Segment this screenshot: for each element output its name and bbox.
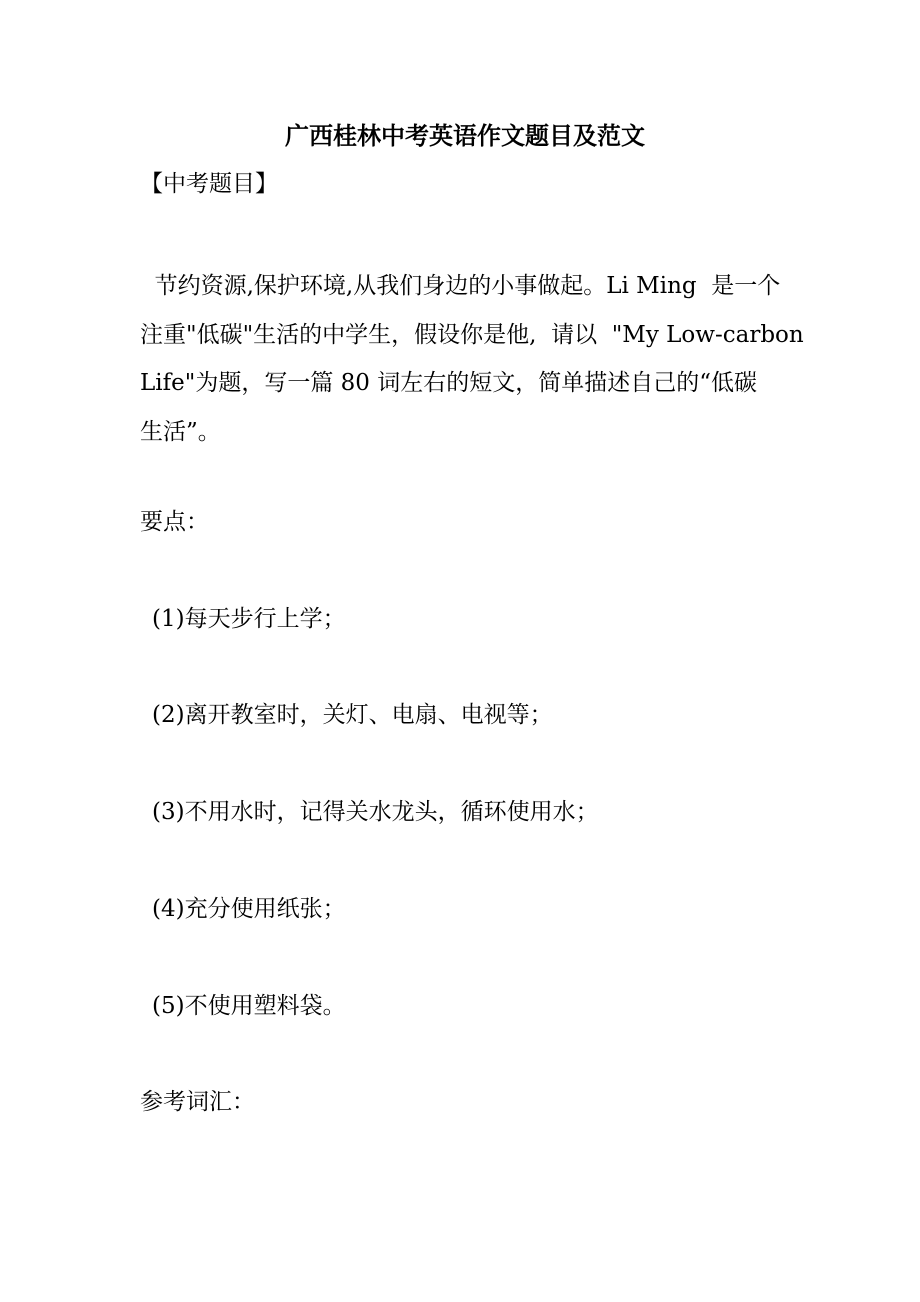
vocab-heading: 参考词汇： (140, 1089, 255, 1115)
document-title: 广西桂林中考英语作文题目及范文 (285, 121, 645, 150)
section-heading: 【中考题目】 (140, 171, 278, 197)
intro-paragraph (140, 262, 804, 456)
intro-line-2: 注重"低碳"生活的中学生，假设你是他, 请以 "My Low-carbon (140, 321, 804, 348)
point-item-2: (2)离开教室时，关灯、电扇、电视等； (152, 702, 553, 728)
point-item-1: (1)每天步行上学； (152, 606, 346, 632)
point-item-5: (5)不使用塑料袋。 (152, 993, 346, 1019)
point-item-3: (3)不用水时，记得关水龙头，循环使用水； (152, 799, 599, 825)
points-heading: 要点： (140, 509, 209, 535)
intro-line-3: Life"为题，写一篇 80 词左右的短文，简单描述自己的“低碳 (140, 370, 757, 396)
intro-line-4: 生活”。 (140, 418, 221, 445)
intro-line-1: 节约资源,保护环境,从我们身边的小事做起。Li Ming 是一个 (140, 273, 781, 299)
point-item-4: (4)充分使用纸张； (152, 896, 346, 922)
